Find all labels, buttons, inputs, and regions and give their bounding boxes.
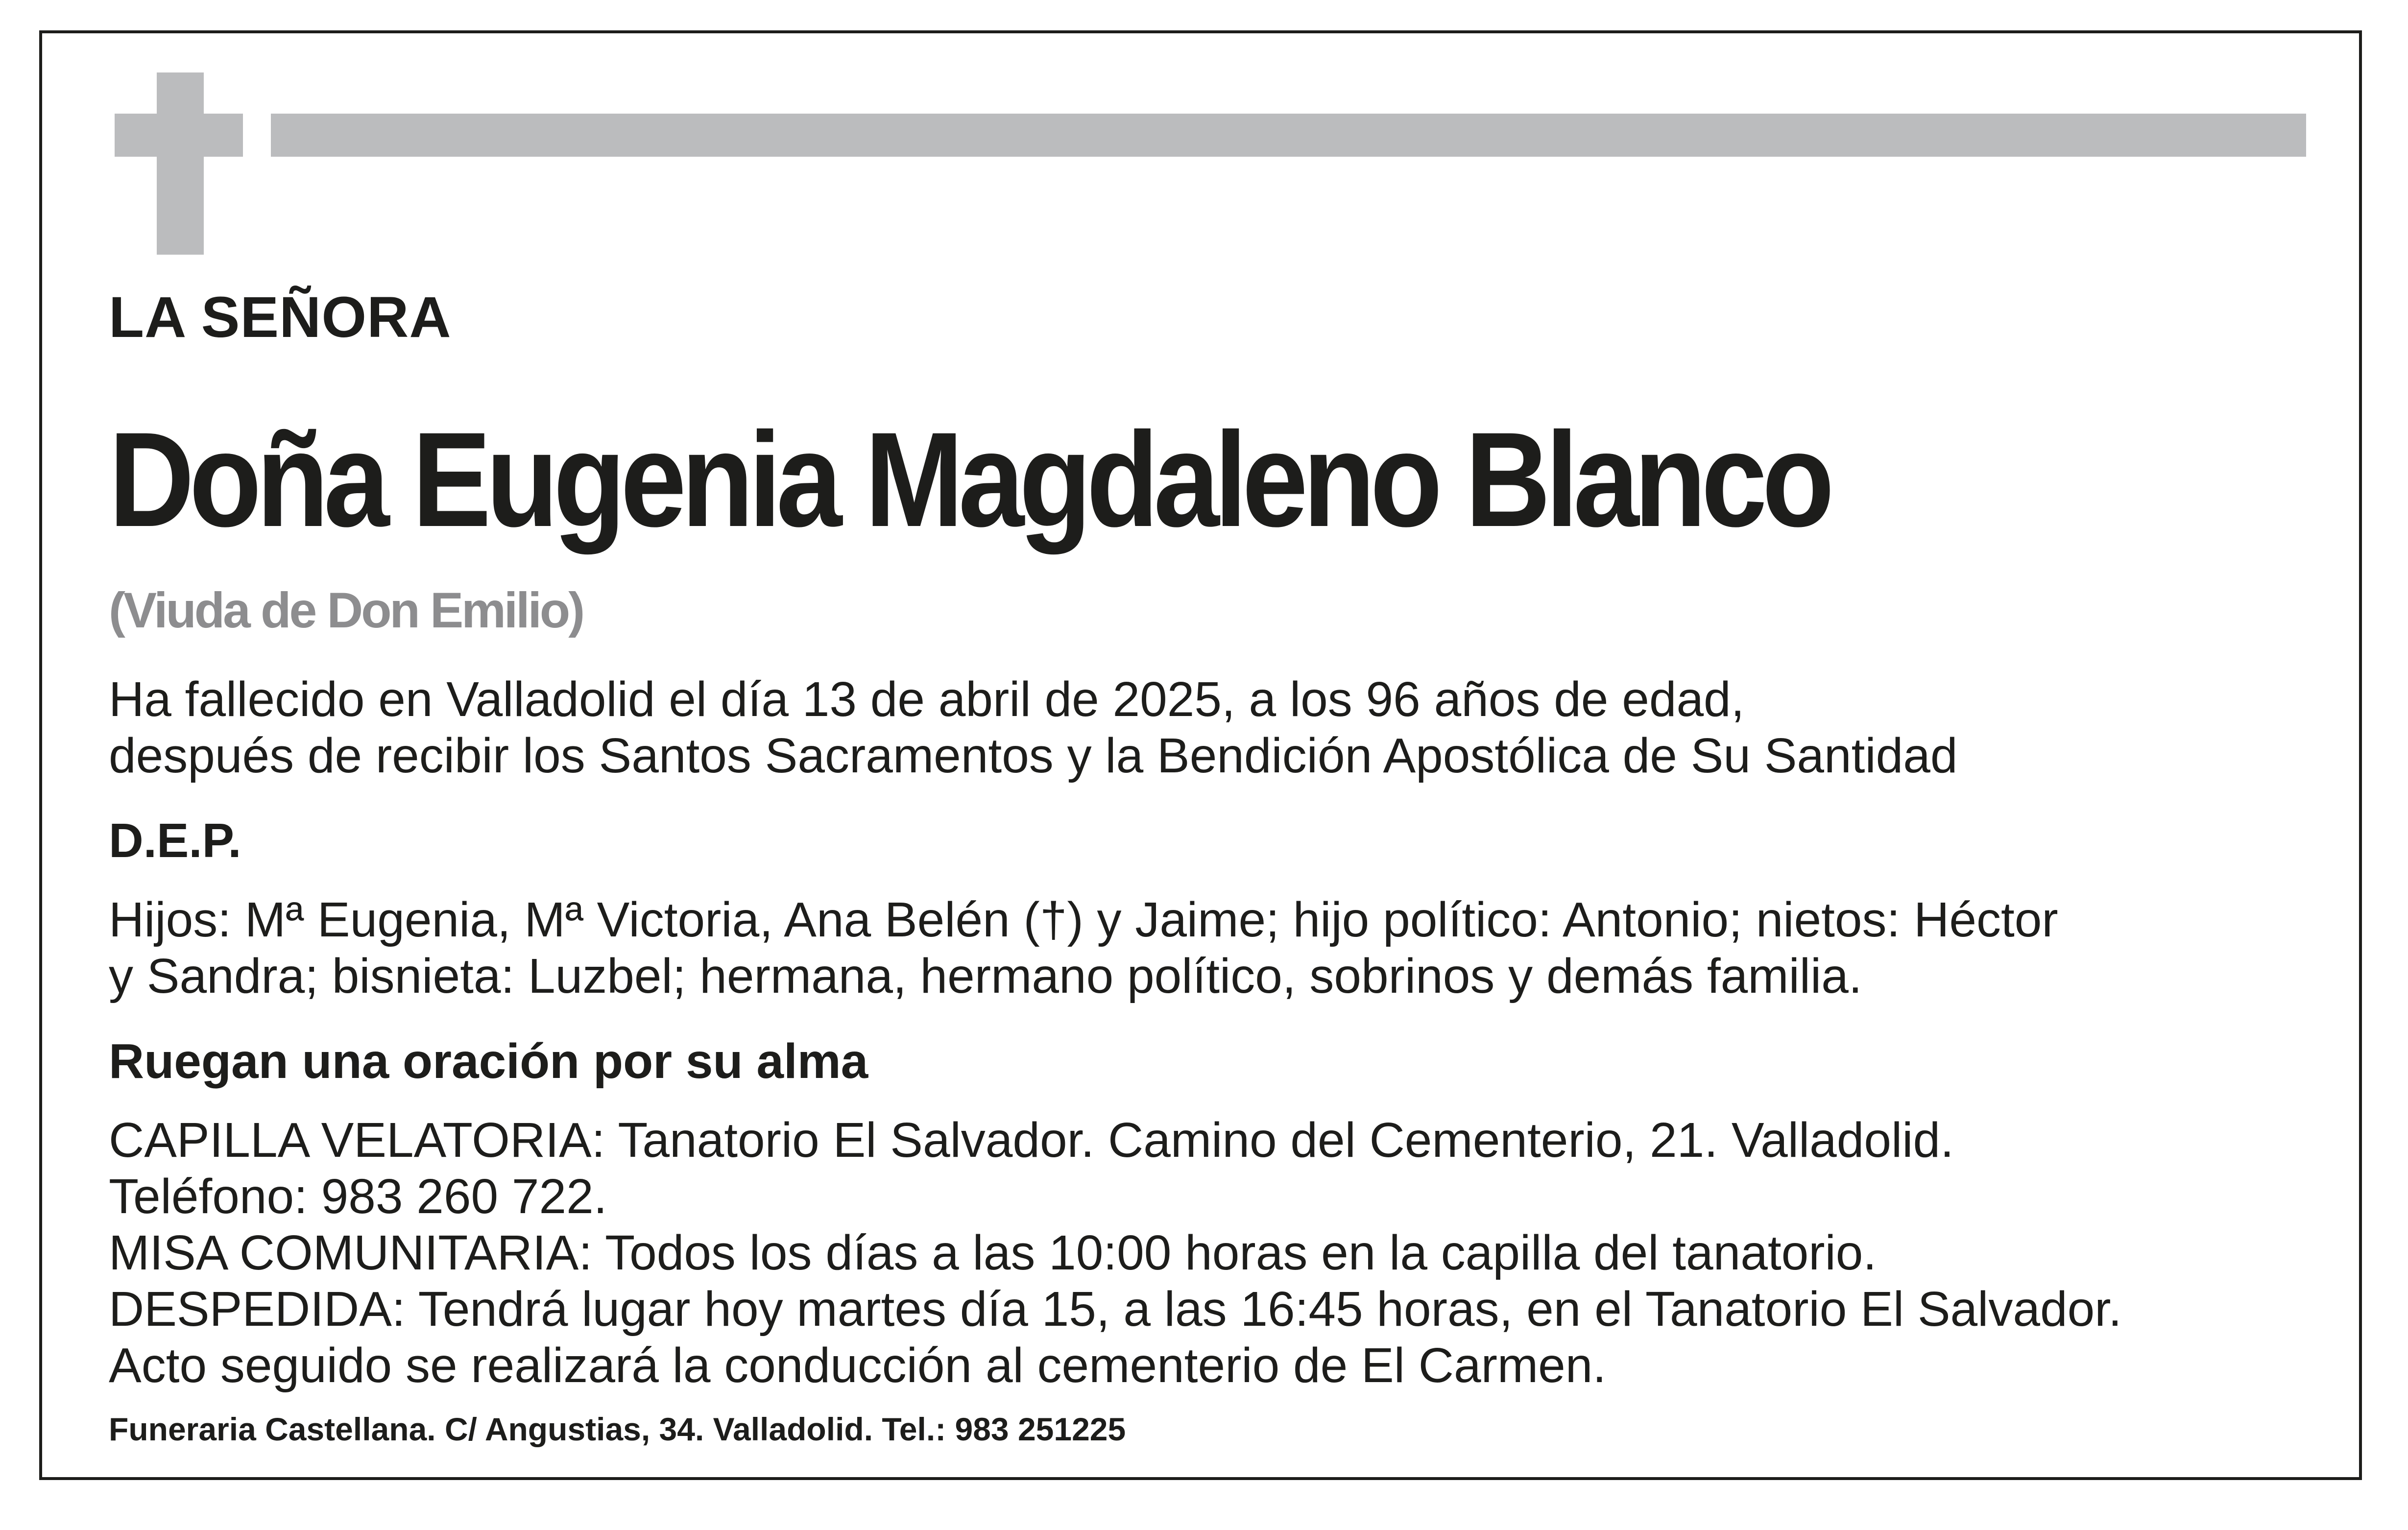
service-line-3: MISA COMUNITARIA: Todos los días a las 10:00 horas en la capilla del tanatorio. <box>109 1225 1877 1280</box>
death-line-2: después de recibir los Santos Sacramentos y la Bendición Apostólica de Su Santidad <box>109 728 1958 783</box>
header-divider-bar <box>271 114 2306 157</box>
widow-note: (Viuda de Don Emilio) <box>109 582 583 638</box>
prayer-request: Ruegan una oración por su alma <box>109 1034 868 1089</box>
funeral-home-footer: Funeraria Castellana. C/ Angustias, 34. Valladolid. Tel.: 983 251225 <box>109 1411 1126 1447</box>
dep-label: D.E.P. <box>109 813 241 867</box>
service-line-5: Acto seguido se realizará la conducción al cementerio de El Carmen. <box>109 1338 1607 1393</box>
service-line-2: Teléfono: 983 260 722. <box>109 1169 607 1224</box>
family-line-1: Hijos: Mª Eugenia, Mª Victoria, Ana Belén (†) y Jaime; hijo político: Antonio; nietos: Héctor <box>109 892 2058 947</box>
service-line-4: DESPEDIDA: Tendrá lugar hoy martes día 15, a las 16:45 horas, en el Tanatorio El Salvador. <box>109 1282 2122 1337</box>
cross-horizontal-bar <box>115 114 243 157</box>
family-line-2: y Sandra; bisnieta: Luzbel; hermana, hermano político, sobrinos y demás familia. <box>109 949 1862 1004</box>
intro-heading: LA SEÑORA <box>109 285 452 350</box>
deceased-name: Doña Eugenia Magdaleno Blanco <box>109 405 1830 555</box>
cross-vertical-bar <box>157 72 204 255</box>
death-line-1: Ha fallecido en Valladolid el día 13 de abril de 2025, a los 96 años de edad, <box>109 672 1745 727</box>
service-line-1: CAPILLA VELATORIA: Tanatorio El Salvador. Camino del Cementerio, 21. Valladolid. <box>109 1113 1954 1168</box>
